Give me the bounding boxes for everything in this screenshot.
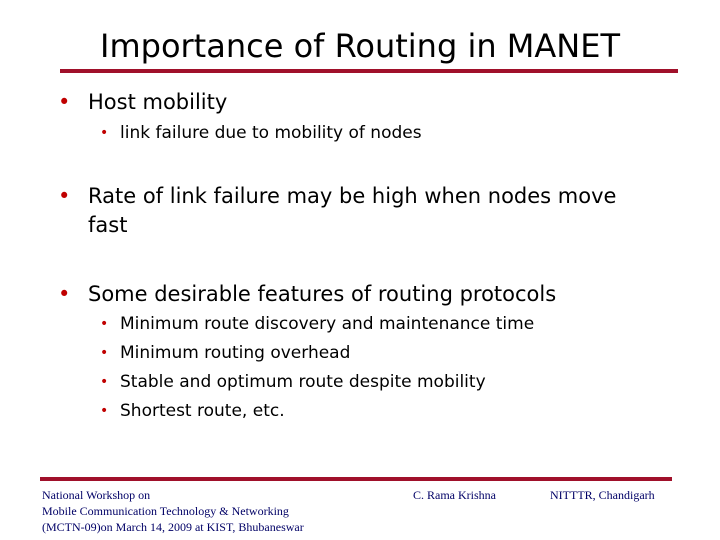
title-divider xyxy=(60,69,678,73)
sub-bullet-text: Minimum route discovery and maintenance time xyxy=(120,314,535,334)
footer-author: C. Rama Krishna xyxy=(413,488,496,502)
bullet-icon: • xyxy=(100,125,109,141)
sub-bullet-text: Stable and optimum route despite mobility xyxy=(120,372,486,392)
footer-event-line1: National Workshop on xyxy=(42,488,151,502)
footer-divider xyxy=(40,477,672,481)
footer-event-line2: Mobile Communication Technology & Networking xyxy=(42,504,289,518)
bullet-icon: • xyxy=(58,90,71,114)
bullet-icon: • xyxy=(100,403,109,419)
sub-bullet-text: link failure due to mobility of nodes xyxy=(120,123,422,143)
sub-bullet-text: Shortest route, etc. xyxy=(120,401,285,421)
bullet-icon: • xyxy=(58,184,71,208)
footer-event-line3: (MCTN-09)on March 14, 2009 at KIST, Bhubaneswar xyxy=(42,520,304,534)
bullet-text-line2: fast xyxy=(88,213,128,237)
bullet-text: Host mobility xyxy=(88,90,228,114)
bullet-icon: • xyxy=(100,316,109,332)
bullet-icon: • xyxy=(58,282,71,306)
bullet-icon: • xyxy=(100,374,109,390)
slide-title: Importance of Routing in MANET xyxy=(100,27,620,65)
footer-institute: NITTTR, Chandigarh xyxy=(550,488,655,502)
bullet-icon: • xyxy=(100,345,109,361)
sub-bullet-text: Minimum routing overhead xyxy=(120,343,351,363)
bullet-text: Some desirable features of routing protocols xyxy=(88,282,557,306)
bullet-text-line1: Rate of link failure may be high when nodes move xyxy=(88,184,617,208)
